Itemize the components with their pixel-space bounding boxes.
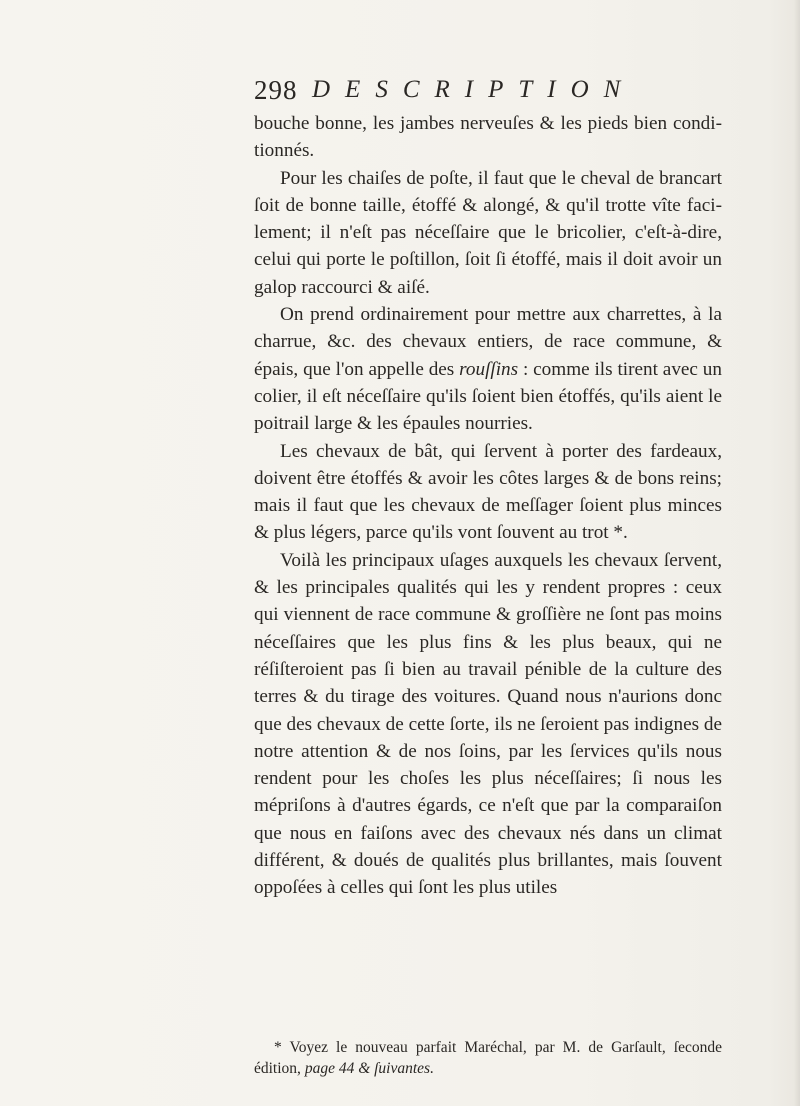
paragraph-3-italic-term: rouſſins	[459, 358, 519, 380]
paragraph-3	[254, 301, 722, 437]
paragraph-3-rest: : comme ils tirent avec un colier, il eſt néceſſaire qu'ils ſoient bien étoffés, qu'ils aient le poitrail large & les épaules nourries.	[254, 358, 722, 435]
page-edge-shadow	[794, 0, 800, 1106]
paragraph-3-lead: On prend ordinairement pour mettre aux charrettes, à la charrue, &c. des chevaux entiers, de race commune, & épais, que l'on appelle des	[254, 304, 722, 380]
body-text	[254, 110, 722, 902]
running-title: DESCRIPTION	[312, 76, 636, 103]
paragraph-1: bouche bonne, les jambes nerveuſes & les pieds bien conditionnés.	[254, 113, 722, 162]
paragraph-5: Voilà les principaux uſages auxquels les chevaux ſervent, & les principales qualités qui les y rendent propres : ceux qui viennent de race commune & groſſière ne ſont pas moins néceſſaires que les plus fins & les plus beaux, qui ne réſiſteroient pas ſi bien au travail pénible de la culture des terres & du tirage des voitures. Quand nous n'aurions donc que des chevaux de cette ſorte, ils ne ſeroient pas indignes de notre attention & de nos ſoins, par les ſervices qu'ils nous rendent pour les choſes les plus néceſſaires; ſi nous les mépriſons à d'autres égards, ce n'eſt que par la comparaiſon que nous en faiſons avec des chevaux nés dans un climat différent, & doués de qualités plus brillantes, mais ſouvent oppoſées à celles qui ſont les plus utiles	[254, 549, 722, 899]
page-header	[254, 72, 724, 108]
footnote	[254, 1037, 722, 1079]
paragraph-2: Pour les chaiſes de poſte, il faut que le cheval de brancart ſoit de bonne taille, étoffé & alongé, & qu'il trotte vîte facilement; il n'eſt pas néceſſaire que le bricolier, c'eſt-à-dire, celui qui porte le poſtillon, ſoit ſi étoffé, mais il doit avoir un galop raccourci & aiſé.	[254, 167, 722, 298]
paragraph-4: Les chevaux de bât, qui ſervent à porter des fardeaux, doivent être étoffés & avoir les côtes larges & de bons reins; mais il faut que les chevaux de meſſager ſoient plus minces & plus légers, parce qu'ils vont ſouvent au trot *.	[254, 440, 722, 544]
footnote-text	[254, 1037, 722, 1079]
page-number: 298	[254, 75, 298, 105]
footnote-body: * Voyez le nouveau parfait Maréchal, par M. de Garſault, ſeconde édition,	[254, 1039, 722, 1077]
footnote-italic: page 44 & ſuivantes.	[304, 1060, 434, 1077]
